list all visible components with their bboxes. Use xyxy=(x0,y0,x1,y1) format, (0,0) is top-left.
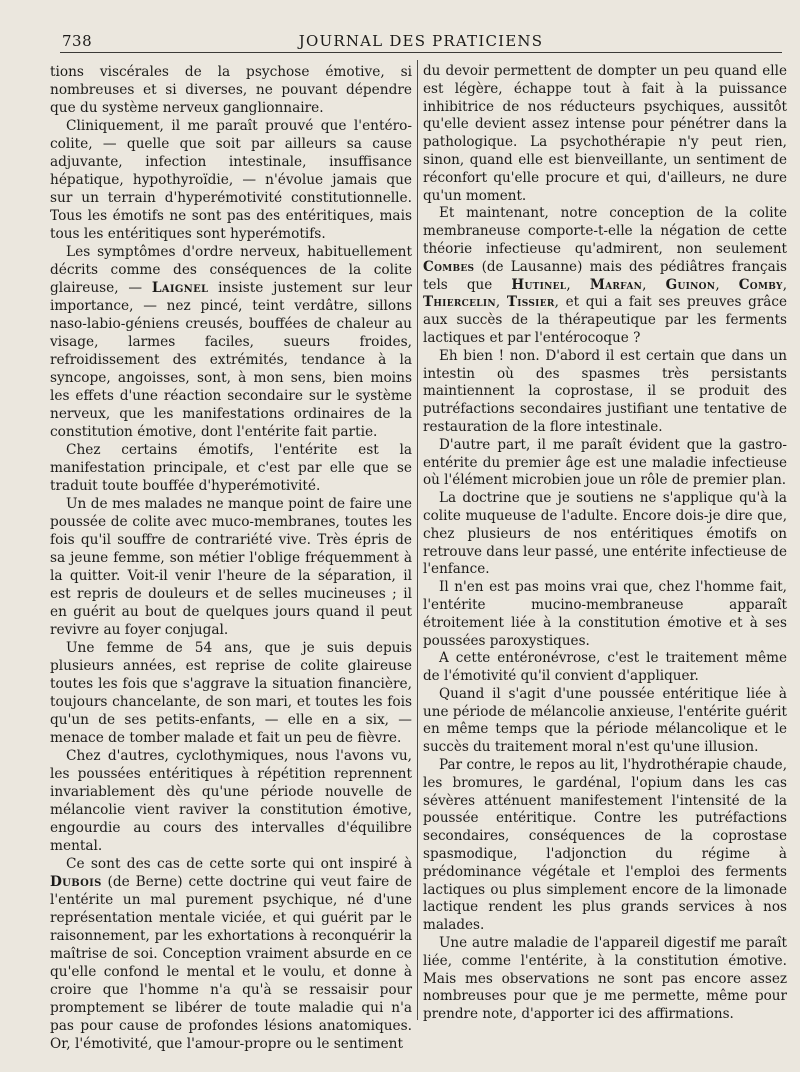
text-run: , xyxy=(715,276,739,293)
text-run: Chez d'autres, cyclothymiques, nous l'avons vu, les poussées entéritiques à répétition reprennent invariablement dès qu'une période nouvelle de mélancolie vient raviver la constitution émotive, engourdie au cours des intervalles d'équilibre mental. xyxy=(50,748,412,854)
text-run: Une femme de 54 ans, que je suis depuis plusieurs années, est reprise de colite glaireuse toutes les fois que s'aggrave la situation financière, toujours chancelante, de son mari, et toutes les fois qu'un de ses petits-enfants, — elle en a six, — menace de tomber malade et fait un peu de fièvre. xyxy=(50,640,412,746)
text-run: insiste justement sur leur importance, — nez pincé, teint verdâtre, sillons naso-labio-géniens creusés, bouffées de chaleur au visage, larmes faciles, sueurs froides, refroidissement des extrémités, tendance à la syncope, angoisses, sont, à mon sens, bien moins les effets d'une réaction secondaire sur le système nerveux, que les manifestations ordinaires de la constitution émotive, dont l'entérite fait partie. xyxy=(50,280,412,440)
text-run: La doctrine que je soutiens ne s'applique qu'à la colite muqueuse de l'adulte. Encore dois-je dire que, chez plusieurs de nos entéritiques émotifs on retrouve dans leur passé, une entérite infectieuse de l'enfance. xyxy=(423,490,787,578)
text-run: Et maintenant, notre conception de la colite membraneuse comporte-t-elle la négation de cette théorie infectieuse qu'admirent, non seulement xyxy=(423,205,787,257)
author-name: Laignel xyxy=(151,280,209,296)
right-column-paragraph xyxy=(423,650,787,686)
text-run: (de Lausanne) mais des pédiâtres français tels que xyxy=(423,258,787,293)
right-column-paragraph xyxy=(423,686,787,757)
right-column-paragraph xyxy=(423,757,787,935)
text-run: Par contre, le repos au lit, l'hydrothérapie chaude, les bromures, le gardénal, l'opium dans les cas sévères atténuent manifestement l'intensité de la poussée entéritique. Contre les putréfactions secondaires, conséquences de la coprostase spasmodique, l'adjonction du régime à prédominance végétale et l'emploi des ferments lactiques ou plus simplement encore de la limonade lactique rendent les plus grands services à nos malades. xyxy=(423,757,787,934)
left-column-paragraph xyxy=(50,243,412,441)
left-column-paragraph xyxy=(50,441,412,495)
text-run: A cette entéronévrose, c'est le traitement même de l'émotivité qu'il convient d'appliquer. xyxy=(423,650,787,685)
text-run: Cliniquement, il me paraît prouvé que l'entéro-colite, — quelle que soit par ailleurs sa cause adjuvante, infection intestinale, insuffisance hépatique, hypothyroïdie, — n'évolue jamais que sur un terrain d'hyperémotivité constitutionnelle. Tous les émotifs ne sont pas des entéritiques, mais tous les entéritiques sont hyperémotifs. xyxy=(50,118,412,242)
author-name: Combes xyxy=(423,258,475,275)
text-run: (de Berne) cette doctrine qui veut faire de l'entérite un mal purement psychique, né d'une représentation mentale viciée, et qui guérit par le raisonnement, par les exhortations à reconquérir la maîtrise de soi. Conception vraiment absurde en ce qu'elle confond le mental et le voulu, et donne à croire que l'homme n'a qu'à se ressaisir pour promptement se libérer de toute maladie qui n'a pas pour cause de profondes lésions anatomiques. Or, l'émotivité, que l'amour-propre ou le sentiment xyxy=(50,874,412,1052)
right-column-paragraph xyxy=(423,348,787,437)
right-column-paragraph xyxy=(423,490,787,579)
left-column-paragraph xyxy=(50,495,412,639)
author-name: Dubois xyxy=(50,874,102,890)
text-run: , xyxy=(566,276,590,293)
right-column xyxy=(423,63,787,1024)
author-name: Hutinel xyxy=(511,276,567,293)
author-name: Guinon xyxy=(665,276,716,293)
text-run: , xyxy=(495,294,507,311)
journal-title: JOURNAL DES PRATICIENS xyxy=(298,32,544,50)
text-run: , et qui a fait ses preuves grâce aux succès de la thérapeutique par les ferments lactiques et par l'entérocoque ? xyxy=(423,294,787,346)
left-column-paragraph xyxy=(50,63,412,117)
left-column-paragraph xyxy=(50,855,412,1053)
text-run: Ce sont des cas de cette sorte qui ont inspiré à xyxy=(66,856,412,872)
text-run: , xyxy=(642,276,666,293)
author-name: Tissier xyxy=(506,294,555,311)
text-run: Quand il s'agit d'une poussée entéritique liée à une période de mélancolie anxieuse, l'entérite guérit en même temps que la période mélancolique et le succès du traitement moral n'est qu'une illusion. xyxy=(423,685,787,756)
right-column-paragraph xyxy=(423,437,787,490)
right-column-paragraph xyxy=(423,205,787,347)
text-run: Chez certains émotifs, l'entérite est la manifestation principale, et c'est par elle que se traduit toute bouffée d'hyperémotivité. xyxy=(50,442,412,494)
right-column-paragraph xyxy=(423,935,787,1024)
text-run: , xyxy=(782,276,787,293)
text-run: du devoir permettent de dompter un peu quand elle est légère, échappe tout à fait à la puissance inhibitrice de nos réducteurs psychiques, aussitôt qu'elle devient assez intense pour pénétrer dans la pathologique. La psychothérapie n'y peut rien, sinon, quand elle est bienveillante, un sentiment de réconfort qu'elle procure et qui, d'ailleurs, ne dure qu'un moment. xyxy=(423,63,787,204)
text-run: D'autre part, il me paraît évident que la gastro-entérite du premier âge est une maladie infectieuse où l'élément microbien joue un rôle de premier plan. xyxy=(423,436,787,489)
author-name: Comby xyxy=(738,276,783,293)
text-run: Il n'en est pas moins vrai que, chez l'homme fait, l'entérite mucino-membraneuse apparaît étroitement liée à la constitution émotive et à ses poussées paroxystiques. xyxy=(423,579,787,649)
author-name: Thiercelin xyxy=(423,294,496,311)
left-column-paragraph xyxy=(50,639,412,747)
left-column xyxy=(50,63,412,1053)
text-run: Une autre maladie de l'appareil digestif me paraît liée, comme l'entérite, à la constitution émotive. Mais mes observations ne sont pas encore assez nombreuses pour que je me permette, même pour prendre note, d'apporter ici des affirmations. xyxy=(423,935,787,1023)
page-number: 738 xyxy=(62,32,93,50)
left-column-paragraph xyxy=(50,117,412,243)
text-run: Eh bien ! non. D'abord il est certain que dans un intestin où des spasmes très persistants maintiennent la coprostase, il se produit des putréfactions secondaires justifiant une tentative de restauration de la flore intestinale. xyxy=(423,347,787,435)
text-run: tions viscérales de la psychose émotive, si nombreuses et si diverses, ne pouvant dépendre que du système nerveux ganglionnaire. xyxy=(50,64,412,116)
right-column-paragraph xyxy=(423,63,787,205)
author-name: Marfan xyxy=(589,276,643,293)
right-column-paragraph xyxy=(423,579,787,650)
running-header xyxy=(60,30,782,53)
text-run: Un de mes malades ne manque point de faire une poussée de colite avec muco-membranes, toutes les fois qu'il souffre de contrariété vive. Très épris de sa jeune femme, son métier l'oblige fréquemment à la quitter. Voit-il venir l'heure de la séparation, il est repris de douleurs et de selles mucineuses ; il en guérit au bout de quelques jours quand il peut revivre au foyer conjugal. xyxy=(50,496,412,638)
left-column-paragraph xyxy=(50,747,412,855)
text-run: Les symptômes d'ordre nerveux, habituellement décrits comme des conséquences de la colite glaireuse, — xyxy=(50,244,412,296)
column-divider xyxy=(417,60,418,1020)
